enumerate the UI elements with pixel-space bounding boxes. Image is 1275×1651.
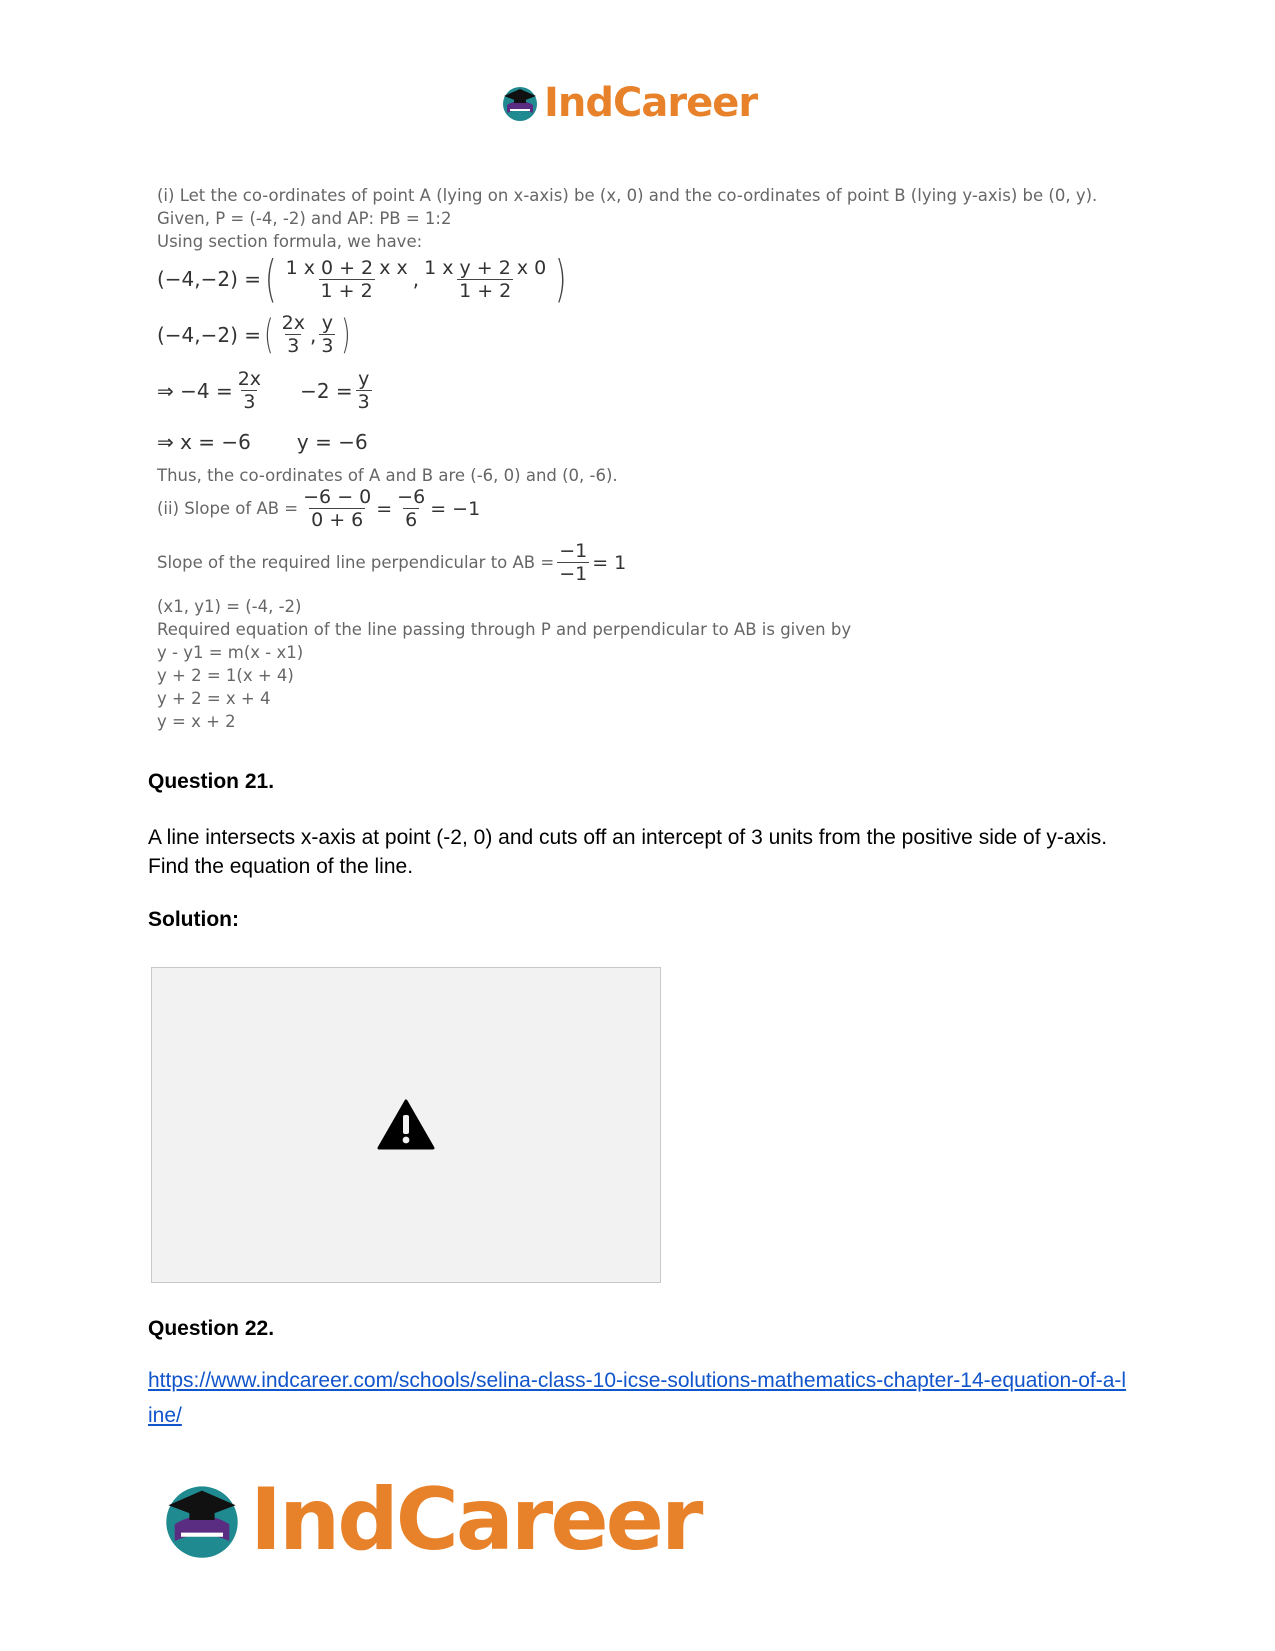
eq3-fraction-1: [236, 368, 263, 413]
fraction-denominator: 3: [243, 391, 256, 413]
fraction-denominator: 3: [287, 335, 300, 357]
fraction-numerator: −6 − 0: [303, 486, 372, 508]
eq2-fraction-2: [319, 312, 335, 357]
equation-1: (−4,−2) = ( $\frac{\text{1 x 0 + 2 x x}}{1 + 2}$ , $\frac{\text{1 x y + 2 x 0}}{1 + 2}$ ): [157, 250, 567, 308]
indcareer-logo-header: [500, 80, 757, 126]
perpendicular-slope-line: [157, 540, 626, 585]
source-link[interactable]: https://www.indcareer.com/schools/selina-class-10-icse-solutions-mathematics-chapter-14-equation-of-a-line/: [148, 1369, 1127, 1427]
eq2-fraction-1: [280, 312, 307, 357]
slope-fraction-2: [395, 486, 427, 531]
required-equation-line: Required equation of the line passing through P and perpendicular to AB is given by: [157, 620, 852, 639]
eq1-lhs: (−4,−2) =: [157, 267, 262, 291]
eq1-fraction-2: [422, 257, 548, 302]
slope-result: = −1: [430, 497, 481, 520]
fraction-denominator: 1 + 2: [320, 279, 373, 302]
eq3-left: ⇒ −4 =: [157, 378, 233, 403]
fraction-denominator: 3: [321, 335, 334, 357]
question-21-title: Question 21.: [148, 770, 275, 793]
fraction-numerator: y: [358, 368, 370, 390]
perp-label: Slope of the required line perpendicular to AB =: [157, 553, 555, 572]
fraction-numerator: y: [321, 312, 334, 334]
intro-line-2: Given, P = (-4, -2) and AP: PB = 1:2: [157, 209, 452, 228]
intro-line-1: (i) Let the co-ordinates of point A (lying on x-axis) be (x, 0) and the co-ordinates of point B (lying y-axis) be (0, y).: [157, 186, 1098, 205]
eq3-right: −2 =: [300, 378, 353, 403]
solution-label: Solution:: [148, 908, 239, 931]
step-2: y + 2 = 1(x + 4): [157, 666, 294, 685]
question-22-title: Question 22.: [148, 1317, 275, 1340]
logo-text: IndCareer: [544, 80, 758, 126]
fraction-denominator: 6: [405, 509, 418, 531]
slope-label: (ii) Slope of AB =: [157, 499, 299, 518]
fraction-denominator: 3: [357, 391, 370, 413]
indcareer-logo-footer: [160, 1470, 700, 1570]
broken-image-placeholder: [151, 967, 661, 1283]
point-line: (x1, y1) = (-4, -2): [157, 597, 302, 616]
eq4-right: y = −6: [296, 430, 368, 454]
fraction-numerator: 1 x 0 + 2 x x: [285, 256, 408, 279]
slope-ab-line: (ii) Slope of AB = $\frac{-6 - 0}{0 + 6}$ = $\frac{-6}{6}$ = −1: [157, 486, 481, 531]
eq2-lhs: (−4,−2) =: [157, 322, 262, 347]
question-21-text: A line intersects x-axis at point (-2, 0) and cuts off an intercept of 3 units from the positive side of y-axis. Find the equation of the line.: [148, 826, 1108, 878]
intro-line-3: Using section formula, we have:: [157, 232, 423, 251]
perp-fraction: [557, 540, 589, 585]
graduation-cap-globe-icon: [500, 83, 540, 123]
eq3-fraction-2: [356, 368, 372, 413]
equation-4: [157, 430, 368, 454]
fraction-numerator: 1 x y + 2 x 0: [424, 256, 547, 279]
fraction-numerator: 2x: [281, 312, 305, 334]
thus-line: Thus, the co-ordinates of A and B are (-6, 0) and (0, -6).: [157, 466, 618, 485]
eq1-fraction-1: [284, 257, 410, 302]
fraction-numerator: 2x: [237, 368, 262, 390]
equation-2: (−4,−2) = ( $\frac{2x}{3}$ , $\frac{y}{3}$ ): [157, 311, 351, 358]
fraction-numerator: −1: [559, 540, 588, 562]
step-1: y - y1 = m(x - x1): [157, 643, 304, 662]
warning-icon: [377, 1099, 435, 1151]
perp-result: = 1: [592, 551, 627, 574]
step-3: y + 2 = x + 4: [157, 689, 271, 708]
logo-text: IndCareer: [250, 1470, 701, 1570]
step-4: y = x + 2: [157, 712, 236, 731]
fraction-denominator: 0 + 6: [311, 509, 364, 531]
equation-3: [157, 368, 375, 413]
slope-fraction-1: [301, 486, 373, 531]
fraction-denominator: 1 + 2: [459, 279, 512, 302]
graduation-cap-globe-icon: [160, 1478, 244, 1562]
fraction-denominator: −1: [559, 563, 588, 585]
eq4-left: ⇒ x = −6: [157, 430, 251, 454]
fraction-numerator: −6: [397, 486, 426, 508]
